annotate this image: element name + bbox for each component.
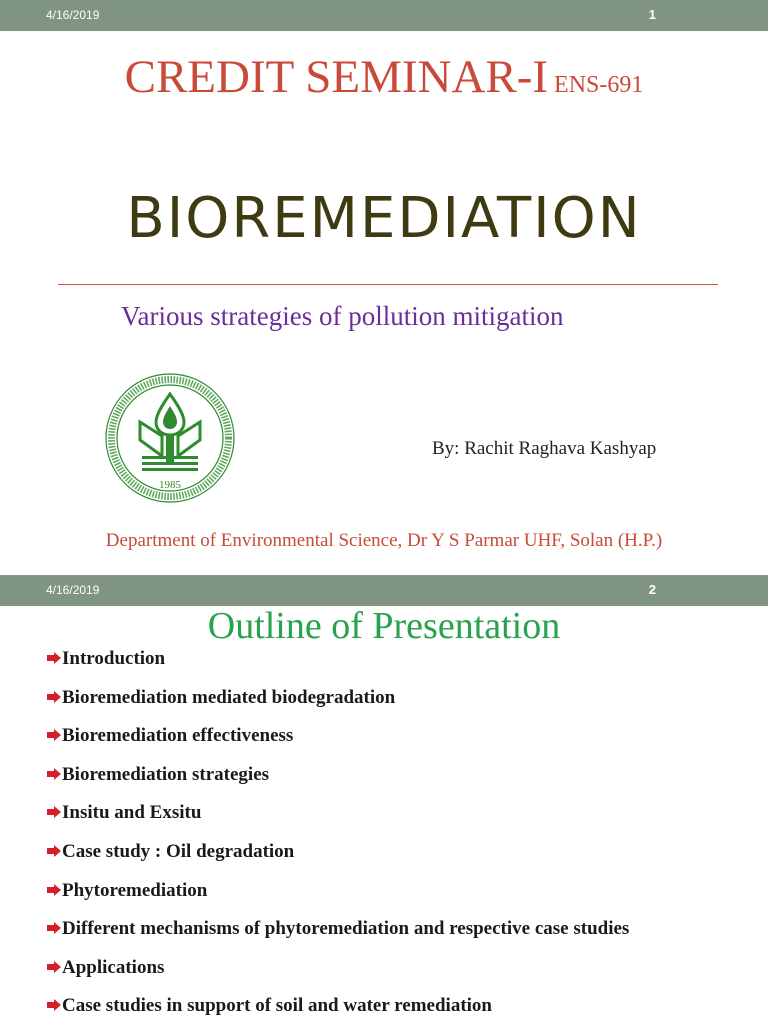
logo-year: 1985: [159, 479, 181, 491]
red-arrow-bullet-icon: [46, 921, 62, 935]
outline-item: [46, 880, 629, 919]
outline-item: [46, 764, 629, 803]
outline-item-text: Insitu and Exsitu: [62, 802, 202, 824]
divider-line: [58, 284, 718, 285]
outline-item: [46, 918, 629, 957]
red-arrow-bullet-icon: [46, 651, 62, 665]
seminar-title-text: CREDIT SEMINAR-I: [124, 51, 549, 103]
red-arrow-bullet-icon: [46, 767, 62, 781]
department: Department of Environmental Science, Dr Y S Parmar UHF, Solan (H.P.): [105, 530, 663, 551]
outline-item: [46, 841, 629, 880]
course-code: ENS-691: [554, 72, 644, 98]
outline-item: [46, 802, 629, 841]
outline-item-text: Introduction: [62, 648, 166, 669]
red-arrow-bullet-icon: [46, 844, 62, 858]
outline-item: [46, 725, 629, 764]
university-logo: [100, 372, 240, 504]
author: By: Rachit Raghava Kashyap: [432, 438, 657, 459]
outline-item-text: Applications: [62, 956, 165, 978]
red-arrow-bullet-icon: [46, 883, 62, 897]
outline-item: [46, 995, 629, 1034]
red-arrow-bullet-icon: [46, 728, 62, 742]
subtitle: Various strategies of pollution mitigation: [121, 301, 564, 331]
outline-item-text: Case studies in support of soil and water remediation: [62, 995, 492, 1017]
outline-item: [46, 648, 629, 687]
main-heading: BIOREMEDIATION: [126, 186, 642, 251]
outline-item-text: Bioremediation effectiveness: [62, 725, 294, 747]
slide-1-header-bar: [0, 0, 768, 31]
outline-item-text: Phytoremediation: [62, 879, 208, 901]
red-arrow-bullet-icon: [46, 960, 62, 974]
outline-item-text: Different mechanisms of phytoremediation and respective case studies: [62, 918, 630, 940]
slide-2-header-bar: [0, 575, 768, 606]
slide-2: [0, 575, 768, 1024]
outline-item-text: Bioremediation strategies: [62, 763, 270, 785]
red-arrow-bullet-icon: [46, 998, 62, 1012]
outline-list: [46, 648, 629, 1034]
seminar-title: [0, 50, 768, 104]
slide-2-number: 2: [648, 582, 656, 597]
slide-1-date: 4/16/2019: [46, 8, 100, 22]
university-seal-icon: [100, 372, 240, 504]
red-arrow-bullet-icon: [46, 690, 62, 704]
outline-item: [46, 957, 629, 996]
outline-item-text: Bioremediation mediated biodegradation: [62, 686, 396, 708]
outline-item: [46, 687, 629, 726]
slide-2-date: 4/16/2019: [46, 583, 100, 597]
outline-item-text: Case study : Oil degradation: [62, 840, 295, 862]
red-arrow-bullet-icon: [46, 805, 62, 819]
slide-1-number: 1: [648, 7, 656, 22]
outline-title: Outline of Presentation: [207, 605, 561, 647]
